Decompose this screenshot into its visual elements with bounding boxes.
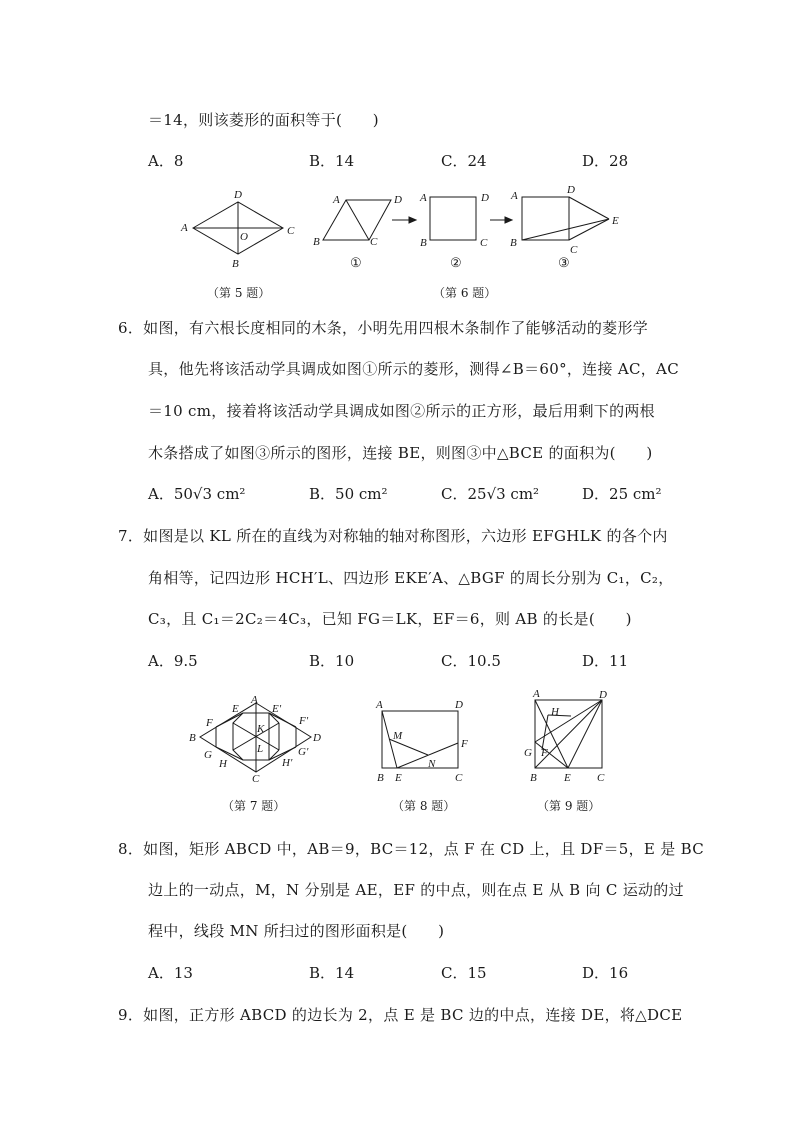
f7-label-b: B — [189, 732, 196, 744]
f6-label-c3: C — [570, 244, 578, 256]
q5-option-d: D．28 — [582, 152, 629, 170]
f8-label-a: A — [376, 699, 383, 711]
f5-label-o: O — [240, 231, 248, 243]
q6-stem-line-2: 具，他先将该活动学具调成如图①所示的菱形，测得∠B＝60°，连接 AC，AC — [148, 360, 679, 378]
q7-stem-line-1: 7．如图是以 KL 所在的直线为对称轴的轴对称图形，六边形 EFGHLK 的各个内 — [118, 527, 668, 545]
q9-caption: （第 9 题） — [537, 799, 601, 813]
f8-label-m: M — [393, 730, 403, 742]
f9-label-a: A — [533, 688, 540, 700]
q5-caption: （第 5 题） — [207, 286, 271, 300]
q9-stem-line-1: 9．如图，正方形 ABCD 的边长为 2，点 E 是 BC 边的中点，连接 DE，将△DCE — [118, 1006, 683, 1024]
f7-label-f-prime: F′ — [299, 715, 309, 727]
f5-label-c: C — [287, 225, 295, 237]
q7-caption: （第 7 题） — [222, 799, 286, 813]
f8-label-c: C — [455, 772, 463, 784]
f7-label-c: C — [252, 773, 260, 785]
q7-option-b: B．10 — [309, 652, 355, 670]
f6-label-e3: E — [612, 215, 619, 227]
q5-option-a: A．8 — [148, 152, 184, 170]
f8-label-d: D — [455, 699, 463, 711]
f9-label-g: G — [524, 747, 532, 759]
q7-option-a: A．9.5 — [148, 652, 198, 670]
f9-label-d: D — [599, 689, 607, 701]
f7-label-h-prime: H′ — [282, 757, 293, 769]
q8-stem-line-3: 程中，线段 MN 所扫过的图形面积是( ) — [148, 922, 445, 940]
q6-stem-line-3: ＝10 cm，接着将该活动学具调成如图②所示的正方形，最后用剩下的两根 — [148, 402, 655, 420]
f9-label-f: F — [541, 747, 548, 759]
q5-option-c: C．24 — [441, 152, 487, 170]
f8-label-n: N — [428, 758, 436, 770]
f8-label-e: E — [395, 772, 402, 784]
q6-caption: （第 6 题） — [433, 286, 497, 300]
q8-option-b: B．14 — [309, 964, 355, 982]
f7-label-f: F — [206, 717, 213, 729]
f6-label-c1: C — [370, 236, 378, 248]
f6-label-b2: B — [420, 237, 427, 249]
q6-stem-line-1: 6．如图，有六根长度相同的木条，小明先用四根木条制作了能够活动的菱形学 — [118, 319, 649, 337]
q6-option-d: D．25 cm² — [582, 485, 662, 503]
f6-label-d3: D — [567, 184, 575, 196]
q6-option-b: B．50 cm² — [309, 485, 388, 503]
f9-label-b: B — [530, 772, 537, 784]
q7-stem-line-3: C₃，且 C₁＝2C₂＝4C₃，已知 FG＝LK，EF＝6，则 AB 的长是( ) — [148, 610, 632, 628]
q6-option-c: C．25√3 cm² — [441, 485, 540, 503]
f7-label-e-prime: E′ — [272, 703, 282, 715]
f8-label-f: F — [461, 738, 468, 750]
q5-option-b: B．14 — [309, 152, 355, 170]
f6-fig-label-2: ② — [450, 255, 462, 270]
f6-label-d1: D — [394, 194, 402, 206]
f9-label-h: H — [551, 706, 559, 718]
f7-label-e: E — [232, 703, 239, 715]
f9-label-c: C — [597, 772, 605, 784]
q8-option-c: C．15 — [441, 964, 487, 982]
f6-label-a3: A — [511, 190, 518, 202]
f6-label-c2: C — [480, 237, 488, 249]
q6-stem-line-4: 木条搭成了如图③所示的图形，连接 BE，则图③中△BCE 的面积为( ) — [148, 444, 653, 462]
f6-label-a2: A — [420, 192, 427, 204]
f8-label-b: B — [377, 772, 384, 784]
f5-label-d: D — [234, 189, 242, 201]
f5-label-b: B — [232, 258, 239, 270]
f7-label-a: A — [251, 694, 258, 706]
f7-label-k: K — [257, 723, 265, 735]
q8-option-d: D．16 — [582, 964, 629, 982]
f6-label-b1: B — [313, 236, 320, 248]
f6-fig-label-3: ③ — [558, 255, 570, 270]
q7-option-c: C．10.5 — [441, 652, 501, 670]
f7-label-h: H — [219, 758, 227, 770]
f6-label-d2: D — [481, 192, 489, 204]
q6-option-a: A．50√3 cm² — [148, 485, 246, 503]
q8-caption: （第 8 题） — [392, 799, 456, 813]
q7-option-d: D．11 — [582, 652, 629, 670]
q7-stem-line-2: 角相等，记四边形 HCH′L、四边形 EKE′A、△BGF 的周长分别为 C₁，C₂， — [148, 569, 674, 587]
f9-label-e: E — [564, 772, 571, 784]
f7-label-l: L — [257, 743, 264, 755]
f6-fig-label-1: ① — [350, 255, 362, 270]
f5-label-a: A — [181, 222, 188, 234]
f7-label-g: G — [204, 749, 212, 761]
q5-stem-tail: ＝14，则该菱形的面积等于( ) — [148, 111, 379, 129]
f7-label-d: D — [313, 732, 321, 744]
q8-stem-line-2: 边上的一动点，M，N 分别是 AE，EF 的中点，则在点 E 从 B 向 C 运动的过 — [148, 881, 684, 899]
f7-label-g-prime: G′ — [298, 746, 309, 758]
q8-stem-line-1: 8．如图，矩形 ABCD 中，AB＝9，BC＝12，点 F 在 CD 上，且 DF＝5，E 是 BC — [118, 840, 704, 858]
f6-label-b3: B — [510, 237, 517, 249]
f6-label-a1: A — [333, 194, 340, 206]
q8-option-a: A．13 — [148, 964, 193, 982]
